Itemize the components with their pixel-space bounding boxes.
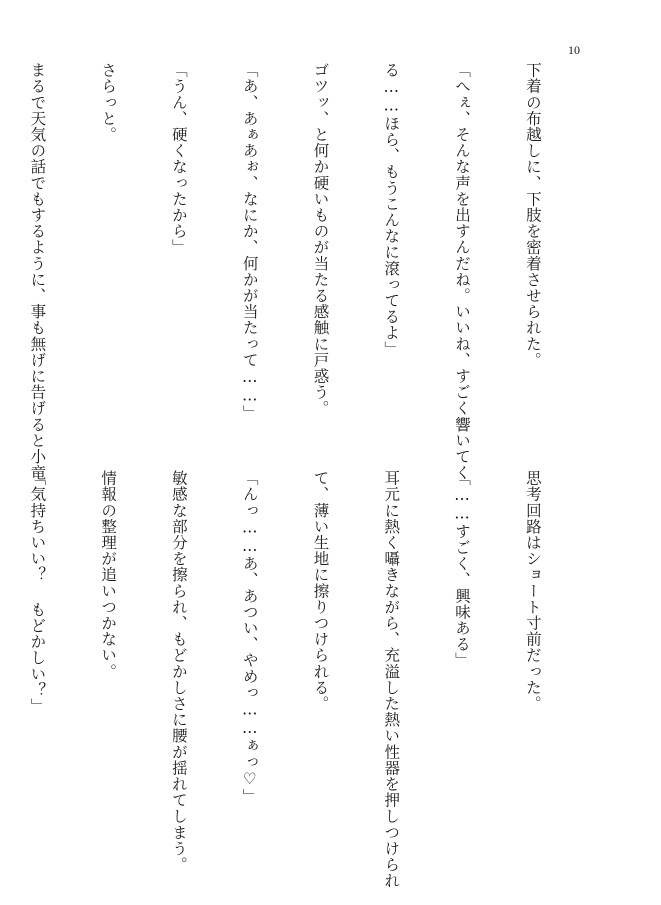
text-line: 情報の整理が追いつかない。 (99, 470, 118, 680)
text-line: 敏感な部分を擦られ、もどかしさに腰が揺れてしまう。 (169, 470, 188, 873)
text-line: 「うん、硬くなったから」 (169, 62, 188, 256)
text-line: る……ほら、もうこんなに滾ってるよ」 (382, 62, 401, 357)
page-number: 10 (568, 43, 580, 57)
text-line: 耳元に熱く囁きながら、充溢した熱い性器を押しつけられ (382, 470, 401, 889)
text-line: 「んっ……あ、あつい、やめっ……ぁっ♡」 (240, 470, 259, 805)
text-line: 「へぇ、そんな声を出すんだね。いいね、すごく響いてく (453, 62, 472, 481)
text-line: 下着の布越しに、下肢を密着させられた。 (523, 62, 542, 368)
text-line: 「気持ちいい？ もどかしい？」 (28, 470, 47, 714)
text-line: 思考回路はショート寸前だった。 (523, 470, 542, 712)
upper-text-block (0, 62, 591, 481)
text-line: まるで天気の話でもするように、事も無げに告げると小竜 (28, 62, 47, 481)
lower-text-block (0, 470, 591, 889)
text-line: さらっと。 (99, 62, 118, 143)
text-line: て、薄い生地に擦りつけられる。 (311, 470, 330, 712)
text-line: 「……すごく、興味ある」 (453, 470, 472, 669)
text-line: 「あ、あぁあぉ、なにか、何かが当たって……」 (240, 62, 259, 422)
text-line: ゴツッ、と何か硬いものが当たる感触に戸惑う。 (311, 62, 330, 417)
